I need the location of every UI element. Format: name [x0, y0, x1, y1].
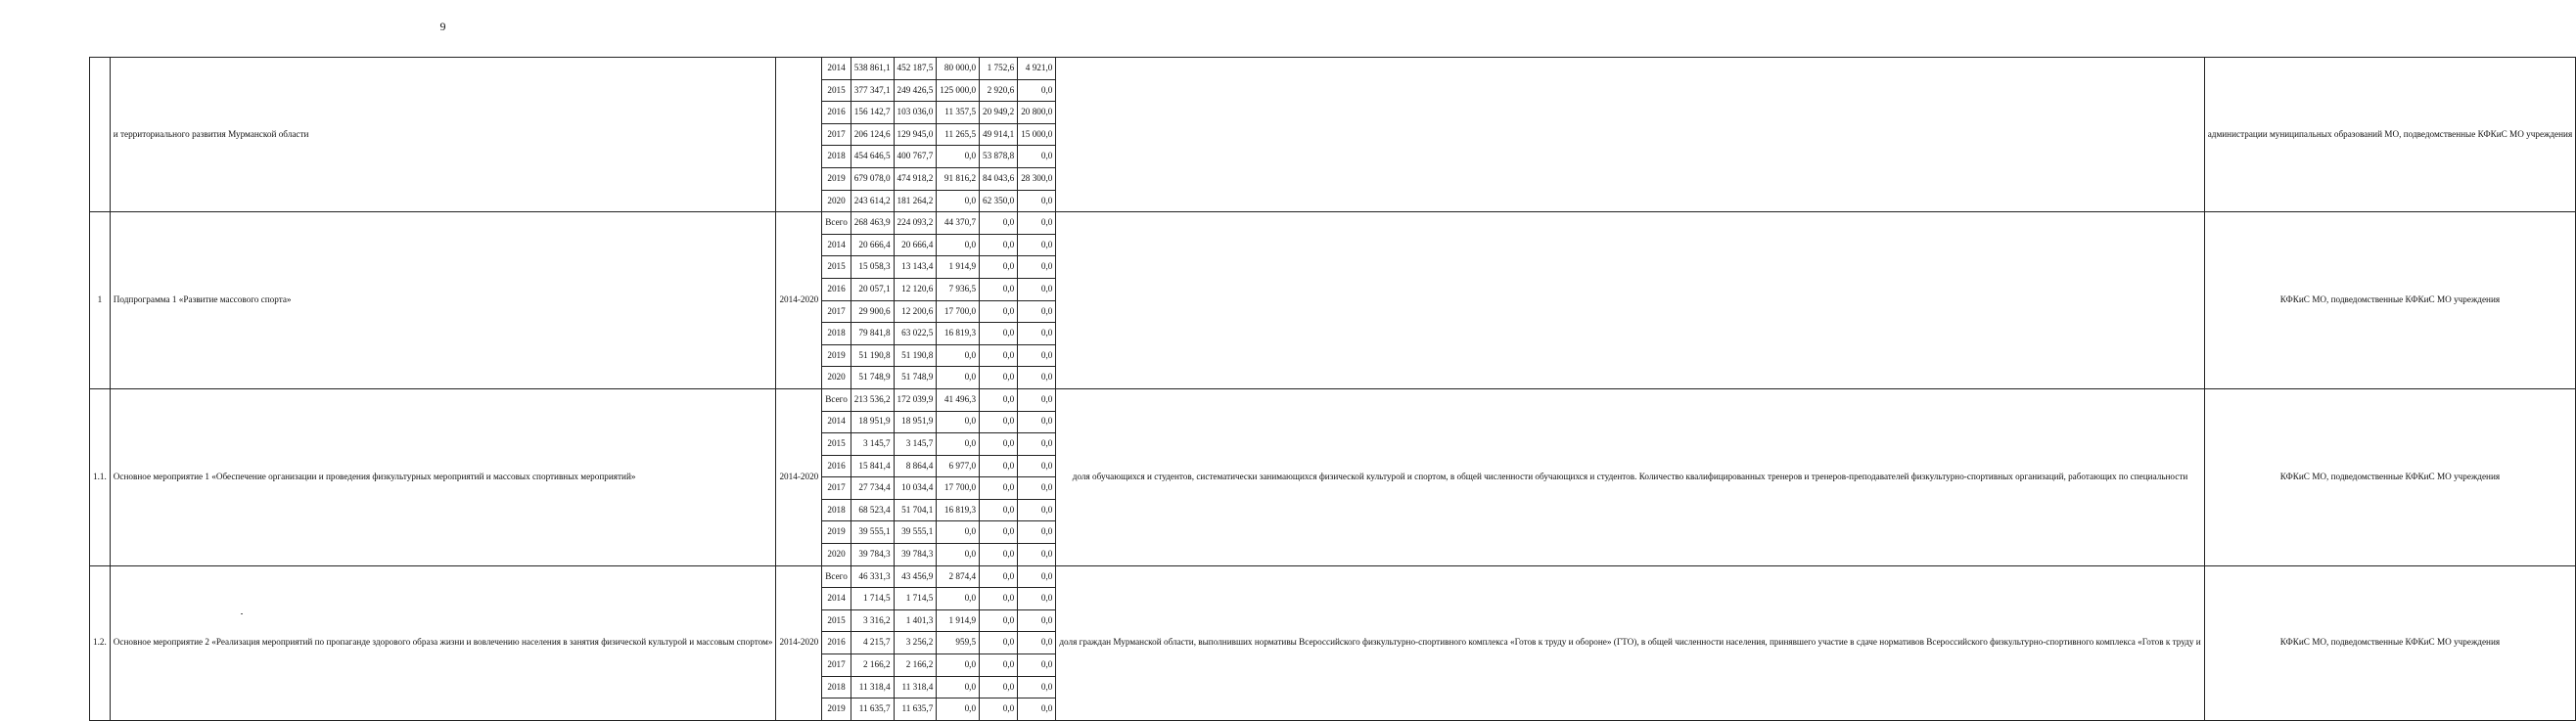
- budget-other-cell: 0,0: [1018, 521, 1056, 544]
- budget-local-cell: 0,0: [980, 499, 1018, 521]
- budget-local-cell: 49 914,1: [980, 123, 1018, 146]
- budget-other-cell: 20 800,0: [1018, 102, 1056, 124]
- item-name-cell: и территориального развития Мурманской области: [110, 58, 776, 212]
- budget-regional-cell: 63 022,5: [894, 323, 937, 345]
- budget-federal-cell: 16 819,3: [937, 499, 980, 521]
- budget-other-cell: 0,0: [1018, 344, 1056, 367]
- budget-federal-cell: 17 700,0: [937, 300, 980, 323]
- table-row: [90, 58, 2576, 80]
- budget-other-cell: 0,0: [1018, 278, 1056, 300]
- budget-local-cell: 0,0: [980, 278, 1018, 300]
- budget-federal-cell: 16 819,3: [937, 323, 980, 345]
- year-cell: 2019: [822, 344, 851, 367]
- budget-regional-cell: 1 714,5: [894, 588, 937, 610]
- budget-federal-cell: 80 000,0: [937, 58, 980, 80]
- budget-local-cell: 0,0: [980, 300, 1018, 323]
- budget-regional-cell: 400 767,7: [894, 146, 937, 168]
- budget-local-cell: 0,0: [980, 411, 1018, 433]
- budget-regional-cell: 13 143,4: [894, 256, 937, 279]
- budget-other-cell: 15 000,0: [1018, 123, 1056, 146]
- year-cell: 2014: [822, 411, 851, 433]
- budget-federal-cell: 6 977,0: [937, 455, 980, 477]
- budget-regional-cell: 12 120,6: [894, 278, 937, 300]
- budget-other-cell: 0,0: [1018, 388, 1056, 411]
- item-number-cell: 1.1.: [90, 388, 111, 565]
- budget-local-cell: 62 350,0: [980, 190, 1018, 212]
- executor-cell: КФКиС МО, подведомственные КФКиС МО учреждения: [2204, 212, 2576, 389]
- budget-other-cell: 0,0: [1018, 654, 1056, 677]
- budget-federal-cell: 0,0: [937, 146, 980, 168]
- year-cell: 2017: [822, 123, 851, 146]
- budget-federal-cell: 959,5: [937, 632, 980, 654]
- budget-other-cell: 0,0: [1018, 411, 1056, 433]
- total-cell: 268 463,9: [851, 212, 894, 235]
- budget-other-cell: 0,0: [1018, 79, 1056, 102]
- executor-cell: администрации муниципальных образований МО, подведомственные КФКиС МО учреждения: [2204, 58, 2576, 212]
- total-cell: 679 078,0: [851, 167, 894, 190]
- executor-cell: КФКиС МО, подведомственные КФКиС МО учреждения: [2204, 388, 2576, 565]
- budget-regional-cell: 20 666,4: [894, 234, 937, 256]
- budget-federal-cell: 2 874,4: [937, 565, 980, 588]
- budget-regional-cell: 43 456,9: [894, 565, 937, 588]
- budget-regional-cell: 181 264,2: [894, 190, 937, 212]
- total-cell: 377 347,1: [851, 79, 894, 102]
- indicator-cell: доля граждан Мурманской области, выполнивших нормативы Всероссийского физкультурно-спортивного комплекса «Готов к труду и обороне» (ГТО), в общей численности населения, принявшего участие в сдаче нормативов Всероссийского физкультурно-спортивного комплекса «Готов к труду и: [1056, 565, 2204, 720]
- indicator-cell: [1056, 58, 2204, 212]
- total-cell: 29 900,6: [851, 300, 894, 323]
- budget-federal-cell: 125 000,0: [937, 79, 980, 102]
- total-cell: 454 646,5: [851, 146, 894, 168]
- total-cell: 4 215,7: [851, 632, 894, 654]
- total-cell: 39 784,3: [851, 544, 894, 566]
- budget-local-cell: 20 949,2: [980, 102, 1018, 124]
- budget-regional-cell: 11 635,7: [894, 698, 937, 721]
- budget-local-cell: 0,0: [980, 344, 1018, 367]
- budget-regional-cell: 51 704,1: [894, 499, 937, 521]
- total-cell: 27 734,4: [851, 477, 894, 500]
- budget-federal-cell: 17 700,0: [937, 477, 980, 500]
- budget-federal-cell: 0,0: [937, 411, 980, 433]
- budget-federal-cell: 11 357,5: [937, 102, 980, 124]
- budget-federal-cell: 0,0: [937, 521, 980, 544]
- year-cell: 2020: [822, 190, 851, 212]
- budget-federal-cell: 11 265,5: [937, 123, 980, 146]
- total-cell: 15 058,3: [851, 256, 894, 279]
- budget-other-cell: 0,0: [1018, 632, 1056, 654]
- budget-other-cell: 0,0: [1018, 300, 1056, 323]
- program-table: [89, 57, 2576, 721]
- budget-regional-cell: 3 256,2: [894, 632, 937, 654]
- year-cell: 2020: [822, 544, 851, 566]
- budget-federal-cell: 0,0: [937, 588, 980, 610]
- total-cell: 206 124,6: [851, 123, 894, 146]
- budget-federal-cell: 41 496,3: [937, 388, 980, 411]
- table-row: [90, 212, 2576, 235]
- year-cell: 2014: [822, 588, 851, 610]
- budget-regional-cell: 11 318,4: [894, 676, 937, 698]
- budget-regional-cell: 1 401,3: [894, 609, 937, 632]
- period-cell: [776, 58, 822, 212]
- budget-local-cell: 0,0: [980, 323, 1018, 345]
- budget-regional-cell: 103 036,0: [894, 102, 937, 124]
- total-cell: 79 841,8: [851, 323, 894, 345]
- budget-local-cell: 53 878,8: [980, 146, 1018, 168]
- period-cell: 2014-2020: [776, 565, 822, 720]
- year-cell: 2015: [822, 79, 851, 102]
- year-cell: 2018: [822, 676, 851, 698]
- item-number-cell: 1.2.: [90, 565, 111, 720]
- budget-regional-cell: 474 918,2: [894, 167, 937, 190]
- year-cell: 2015: [822, 609, 851, 632]
- item-number-cell: 1: [90, 212, 111, 389]
- indicator-cell: доля обучающихся и студентов, систематически занимающихся физической культурой и спортом, в общей численности обучающихся и студентов. Количество квалифицированных тренеров и тренеров-преподавателей физкультурно-спортивных организаций, работающих по специальности: [1056, 388, 2204, 565]
- budget-local-cell: 0,0: [980, 521, 1018, 544]
- budget-regional-cell: 51 748,9: [894, 367, 937, 389]
- indicator-cell: [1056, 212, 2204, 389]
- budget-other-cell: 0,0: [1018, 212, 1056, 235]
- item-number-cell: [90, 58, 111, 212]
- budget-federal-cell: 0,0: [937, 433, 980, 456]
- year-cell: Всего: [822, 212, 851, 235]
- budget-other-cell: 0,0: [1018, 455, 1056, 477]
- budget-local-cell: 0,0: [980, 433, 1018, 456]
- year-cell: 2016: [822, 278, 851, 300]
- table-row: [90, 565, 2576, 588]
- year-cell: Всего: [822, 388, 851, 411]
- budget-local-cell: 0,0: [980, 388, 1018, 411]
- budget-federal-cell: 1 914,9: [937, 609, 980, 632]
- budget-other-cell: 0,0: [1018, 433, 1056, 456]
- budget-federal-cell: 7 936,5: [937, 278, 980, 300]
- budget-other-cell: 0,0: [1018, 588, 1056, 610]
- budget-other-cell: 0,0: [1018, 544, 1056, 566]
- budget-federal-cell: 0,0: [937, 344, 980, 367]
- budget-regional-cell: 3 145,7: [894, 433, 937, 456]
- budget-other-cell: 0,0: [1018, 256, 1056, 279]
- budget-local-cell: 1 752,6: [980, 58, 1018, 80]
- budget-local-cell: 0,0: [980, 212, 1018, 235]
- budget-federal-cell: 0,0: [937, 544, 980, 566]
- budget-local-cell: 0,0: [980, 676, 1018, 698]
- total-cell: 20 057,1: [851, 278, 894, 300]
- year-cell: 2014: [822, 234, 851, 256]
- budget-other-cell: 0,0: [1018, 609, 1056, 632]
- year-cell: 2016: [822, 455, 851, 477]
- budget-regional-cell: 8 864,4: [894, 455, 937, 477]
- year-cell: 2018: [822, 323, 851, 345]
- budget-other-cell: 0,0: [1018, 477, 1056, 500]
- budget-other-cell: 0,0: [1018, 676, 1056, 698]
- budget-regional-cell: 39 555,1: [894, 521, 937, 544]
- year-cell: 2017: [822, 654, 851, 677]
- executor-cell: КФКиС МО, подведомственные КФКиС МО учреждения: [2204, 565, 2576, 720]
- budget-regional-cell: 2 166,2: [894, 654, 937, 677]
- total-cell: 18 951,9: [851, 411, 894, 433]
- budget-federal-cell: 91 816,2: [937, 167, 980, 190]
- scan-mark: [241, 613, 243, 614]
- total-cell: 39 555,1: [851, 521, 894, 544]
- total-cell: 68 523,4: [851, 499, 894, 521]
- budget-regional-cell: 172 039,9: [894, 388, 937, 411]
- budget-regional-cell: 249 426,5: [894, 79, 937, 102]
- budget-other-cell: 4 921,0: [1018, 58, 1056, 80]
- budget-local-cell: 2 920,6: [980, 79, 1018, 102]
- year-cell: 2019: [822, 698, 851, 721]
- budget-other-cell: 0,0: [1018, 234, 1056, 256]
- table-row: [90, 388, 2576, 411]
- budget-regional-cell: 39 784,3: [894, 544, 937, 566]
- budget-local-cell: 0,0: [980, 544, 1018, 566]
- total-cell: 51 190,8: [851, 344, 894, 367]
- period-cell: 2014-2020: [776, 388, 822, 565]
- budget-local-cell: 84 043,6: [980, 167, 1018, 190]
- budget-local-cell: 0,0: [980, 234, 1018, 256]
- budget-federal-cell: 1 914,9: [937, 256, 980, 279]
- year-cell: 2017: [822, 300, 851, 323]
- budget-local-cell: 0,0: [980, 698, 1018, 721]
- year-cell: Всего: [822, 565, 851, 588]
- total-cell: 156 142,7: [851, 102, 894, 124]
- budget-regional-cell: 224 093,2: [894, 212, 937, 235]
- budget-federal-cell: 44 370,7: [937, 212, 980, 235]
- budget-local-cell: 0,0: [980, 565, 1018, 588]
- total-cell: 11 635,7: [851, 698, 894, 721]
- total-cell: 51 748,9: [851, 367, 894, 389]
- total-cell: 15 841,4: [851, 455, 894, 477]
- total-cell: 3 145,7: [851, 433, 894, 456]
- year-cell: 2017: [822, 477, 851, 500]
- year-cell: 2019: [822, 167, 851, 190]
- year-cell: 2014: [822, 58, 851, 80]
- item-name-cell: Основное мероприятие 2 «Реализация мероприятий по пропаганде здорового образа жизни и вовлечению населения в занятия физической культурой и массовым спортом»: [110, 565, 776, 720]
- year-cell: 2019: [822, 521, 851, 544]
- total-cell: 11 318,4: [851, 676, 894, 698]
- budget-regional-cell: 452 187,5: [894, 58, 937, 80]
- budget-regional-cell: 10 034,4: [894, 477, 937, 500]
- year-cell: 2016: [822, 102, 851, 124]
- budget-federal-cell: 0,0: [937, 190, 980, 212]
- budget-federal-cell: 0,0: [937, 367, 980, 389]
- budget-local-cell: 0,0: [980, 256, 1018, 279]
- budget-other-cell: 0,0: [1018, 499, 1056, 521]
- year-cell: 2018: [822, 499, 851, 521]
- table-body: [90, 58, 2576, 721]
- total-cell: 243 614,2: [851, 190, 894, 212]
- budget-local-cell: 0,0: [980, 654, 1018, 677]
- total-cell: 538 861,1: [851, 58, 894, 80]
- budget-regional-cell: 18 951,9: [894, 411, 937, 433]
- budget-federal-cell: 0,0: [937, 234, 980, 256]
- year-cell: 2016: [822, 632, 851, 654]
- budget-local-cell: 0,0: [980, 455, 1018, 477]
- total-cell: 46 331,3: [851, 565, 894, 588]
- budget-other-cell: 0,0: [1018, 323, 1056, 345]
- budget-federal-cell: 0,0: [937, 676, 980, 698]
- budget-federal-cell: 0,0: [937, 654, 980, 677]
- year-cell: 2020: [822, 367, 851, 389]
- item-name-cell: Основное мероприятие 1 «Обеспечение организации и проведения физкультурных мероприятий и массовых спортивных мероприятий»: [110, 388, 776, 565]
- budget-other-cell: 0,0: [1018, 565, 1056, 588]
- total-cell: 213 536,2: [851, 388, 894, 411]
- total-cell: 1 714,5: [851, 588, 894, 610]
- budget-other-cell: 0,0: [1018, 367, 1056, 389]
- budget-other-cell: 0,0: [1018, 190, 1056, 212]
- item-name-cell: Подпрограмма 1 «Развитие массового спорта»: [110, 212, 776, 389]
- total-cell: 2 166,2: [851, 654, 894, 677]
- year-cell: 2015: [822, 433, 851, 456]
- budget-local-cell: 0,0: [980, 477, 1018, 500]
- budget-regional-cell: 129 945,0: [894, 123, 937, 146]
- budget-regional-cell: 12 200,6: [894, 300, 937, 323]
- budget-local-cell: 0,0: [980, 632, 1018, 654]
- budget-regional-cell: 51 190,8: [894, 344, 937, 367]
- page-number: 9: [439, 20, 446, 33]
- budget-local-cell: 0,0: [980, 367, 1018, 389]
- budget-local-cell: 0,0: [980, 609, 1018, 632]
- budget-other-cell: 0,0: [1018, 146, 1056, 168]
- budget-local-cell: 0,0: [980, 588, 1018, 610]
- year-cell: 2018: [822, 146, 851, 168]
- budget-other-cell: 0,0: [1018, 698, 1056, 721]
- total-cell: 3 316,2: [851, 609, 894, 632]
- budget-other-cell: 28 300,0: [1018, 167, 1056, 190]
- budget-federal-cell: 0,0: [937, 698, 980, 721]
- total-cell: 20 666,4: [851, 234, 894, 256]
- period-cell: 2014-2020: [776, 212, 822, 389]
- year-cell: 2015: [822, 256, 851, 279]
